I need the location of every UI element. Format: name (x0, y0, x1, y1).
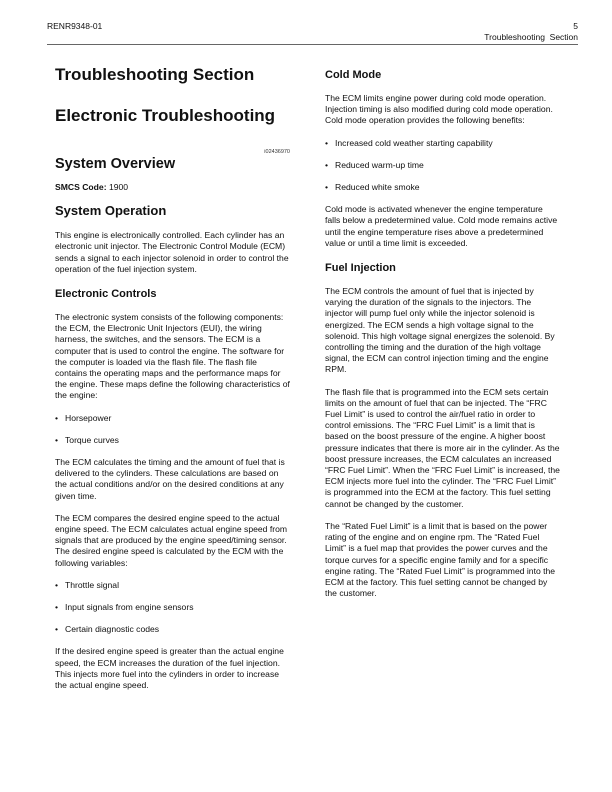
overview-heading: System Overview (55, 156, 176, 172)
controls-heading: Electronic Controls (55, 288, 157, 301)
operation-paragraph: This engine is electronically controlled. Each cylinder has an electronic unit injector. The Electronic Control Module (ECM) sends a signal to each injector solenoid in order to control the operation of the fuel injection system. (55, 230, 289, 274)
controls-paragraph: The electronic system consists of the following components: the ECM, the Electronic Unit Injectors (EUI), the wiring harness, the switches, and the sensors. The ECM is a computer that is used to control the engine. The software for the computer is loaded via the flash file. The flash file contains the operating maps and the performance maps for the engine. These maps define the following characteristics of the engine: (55, 312, 290, 401)
benefits-list (325, 138, 560, 194)
cold-mode-paragraph: The ECM limits engine power during cold mode operation. Injection timing is also modified during cold mode operation. Cold mode operation provides the following benefits: (325, 93, 553, 126)
header-divider (47, 44, 578, 45)
smcs-label: SMCS Code: (55, 182, 107, 192)
cold-mode-heading: Cold Mode (325, 69, 382, 81)
fuel-paragraph-1: The ECM controls the amount of fuel that is injected by varying the duration of the signals to the injectors. The injector will pump fuel only while the injector solenoid is energized. The ECM sends a high voltage signal to the solenoid. This high voltage signal energizes the solenoid. By controlling the timing and the duration of the high voltage signal, the ECM can control injection timing and the engine RPM. (325, 286, 555, 375)
fuel-paragraph-3: The “Rated Fuel Limit” is a limit that is based on the power rating of the engine and on engine rpm. The “Rated Fuel Limit” is a fuel map that provides the power curves and the torque curves for a specific engine family and for a specific engine rating. The “Rated Fuel Limit” is programmed into the ECM at the factory. This fuel setting cannot be changed by the customer. (325, 520, 556, 599)
fuel-injection-heading: Fuel Injection (325, 262, 396, 275)
calc-paragraph: The ECM calculates the timing and the amount of fuel that is delivered to the cylinders. These calculations are based on the actual conditions and/or on the desired conditions at any given time. (55, 457, 285, 501)
list-item: • Input signals from engine sensors (55, 602, 290, 613)
variables-list (55, 580, 290, 636)
document-number: RENR9348-01 (47, 21, 103, 31)
operation-heading: System Operation (55, 203, 167, 219)
list-item: • Torque curves (55, 435, 290, 446)
right-column (325, 60, 560, 599)
compare-paragraph: The ECM compares the desired engine speed to the actual engine speed. The ECM calculates actual engine speed from signals that are produced by the engine speed/timing sensor. The desired engine speed is calculated by the ECM with the following variables: (55, 512, 288, 568)
list-item: • Certain diagnostic codes (55, 624, 290, 635)
characteristics-list (55, 413, 290, 446)
list-item: • Throttle signal (55, 580, 290, 591)
list-item: • Reduced warm-up time (325, 160, 560, 171)
list-item: • Reduced white smoke (325, 182, 560, 193)
page-header-right (484, 21, 578, 43)
section-title: Troubleshooting Section (55, 65, 255, 84)
smcs-value: 1900 (108, 182, 129, 192)
left-column (55, 60, 290, 691)
list-item: • Horsepower (55, 413, 290, 424)
fuel-paragraph-2: The flash file that is programmed into the ECM sets certain limits on the amount of fuel that can be injected. The “FRC Fuel Limit” is used to control the air/fuel ratio in order to control emissions. The “FRC Fuel Limit” is a limit that is based on the boost pressure of the engine. A higher boost pressure indicates that there is more air in the cylinder. As the boost pressure increases, the ECM calculates an increased “FRC Fuel Limit”. When the “FRC Fuel Limit” is increased, the ECM injects more fuel into the cylinder. The “FRC Fuel Limit” is programmed into the ECM at the factory. This fuel setting cannot be changed by the customer. (325, 386, 560, 509)
document-id: i02436970 (264, 149, 290, 155)
page-number: 5 (573, 21, 578, 31)
chapter-title: Electronic Troubleshooting (55, 106, 276, 125)
cold-activation-paragraph: Cold mode is activated whenever the engine temperature falls below a predetermined value. Cold mode remains active until the engine temperature rises above a predetermined value or until a time limit is exceeded. (325, 204, 558, 248)
smcs-code (55, 182, 290, 193)
list-item: • Increased cold weather starting capability (325, 138, 560, 149)
increase-paragraph: If the desired engine speed is greater than the actual engine speed, the ECM increases the duration of the fuel injection. This injects more fuel into the cylinders in order to increase the actual engine speed. (55, 646, 284, 691)
section-name: Troubleshooting Section (484, 32, 578, 42)
